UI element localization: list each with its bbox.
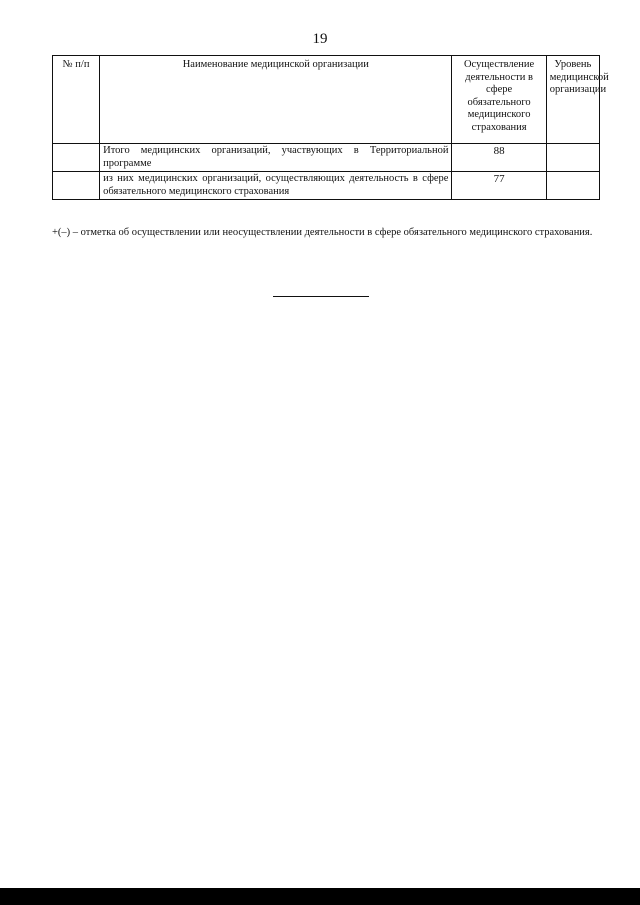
- header-name: Наименование медицинской организации: [100, 56, 452, 144]
- row-level-cell: [546, 172, 599, 200]
- separator-rule: [273, 296, 369, 297]
- table-header-row: [53, 56, 600, 144]
- header-num: № п/п: [53, 56, 100, 144]
- row-name-cell: из них медицинских организаций, осуществляющих деятельность в сфере обязательного медицинского страхования: [100, 172, 452, 200]
- row-num-cell: [53, 172, 100, 200]
- header-level: Уровень медицинской организации: [546, 56, 599, 144]
- scan-border-bar: [0, 888, 640, 905]
- header-oms: Осуществление деятельности в сфере обязательного медицинского страхования: [452, 56, 546, 144]
- row-oms-cell: 77: [452, 172, 546, 200]
- row-level-cell: [546, 144, 599, 172]
- page-number: 19: [312, 31, 328, 47]
- row-oms-cell: 88: [452, 144, 546, 172]
- row-name-cell: Итого медицинских организаций, участвующих в Территориальной программе: [100, 144, 452, 172]
- row-num-cell: [53, 144, 100, 172]
- medical-organizations-table: [52, 55, 609, 200]
- footnote: +(–) – отметка об осуществлении или неосуществлении деятельности в сфере обязательного медицинского страхования.: [52, 227, 593, 238]
- table-row: [53, 144, 600, 172]
- table-row: [53, 172, 600, 200]
